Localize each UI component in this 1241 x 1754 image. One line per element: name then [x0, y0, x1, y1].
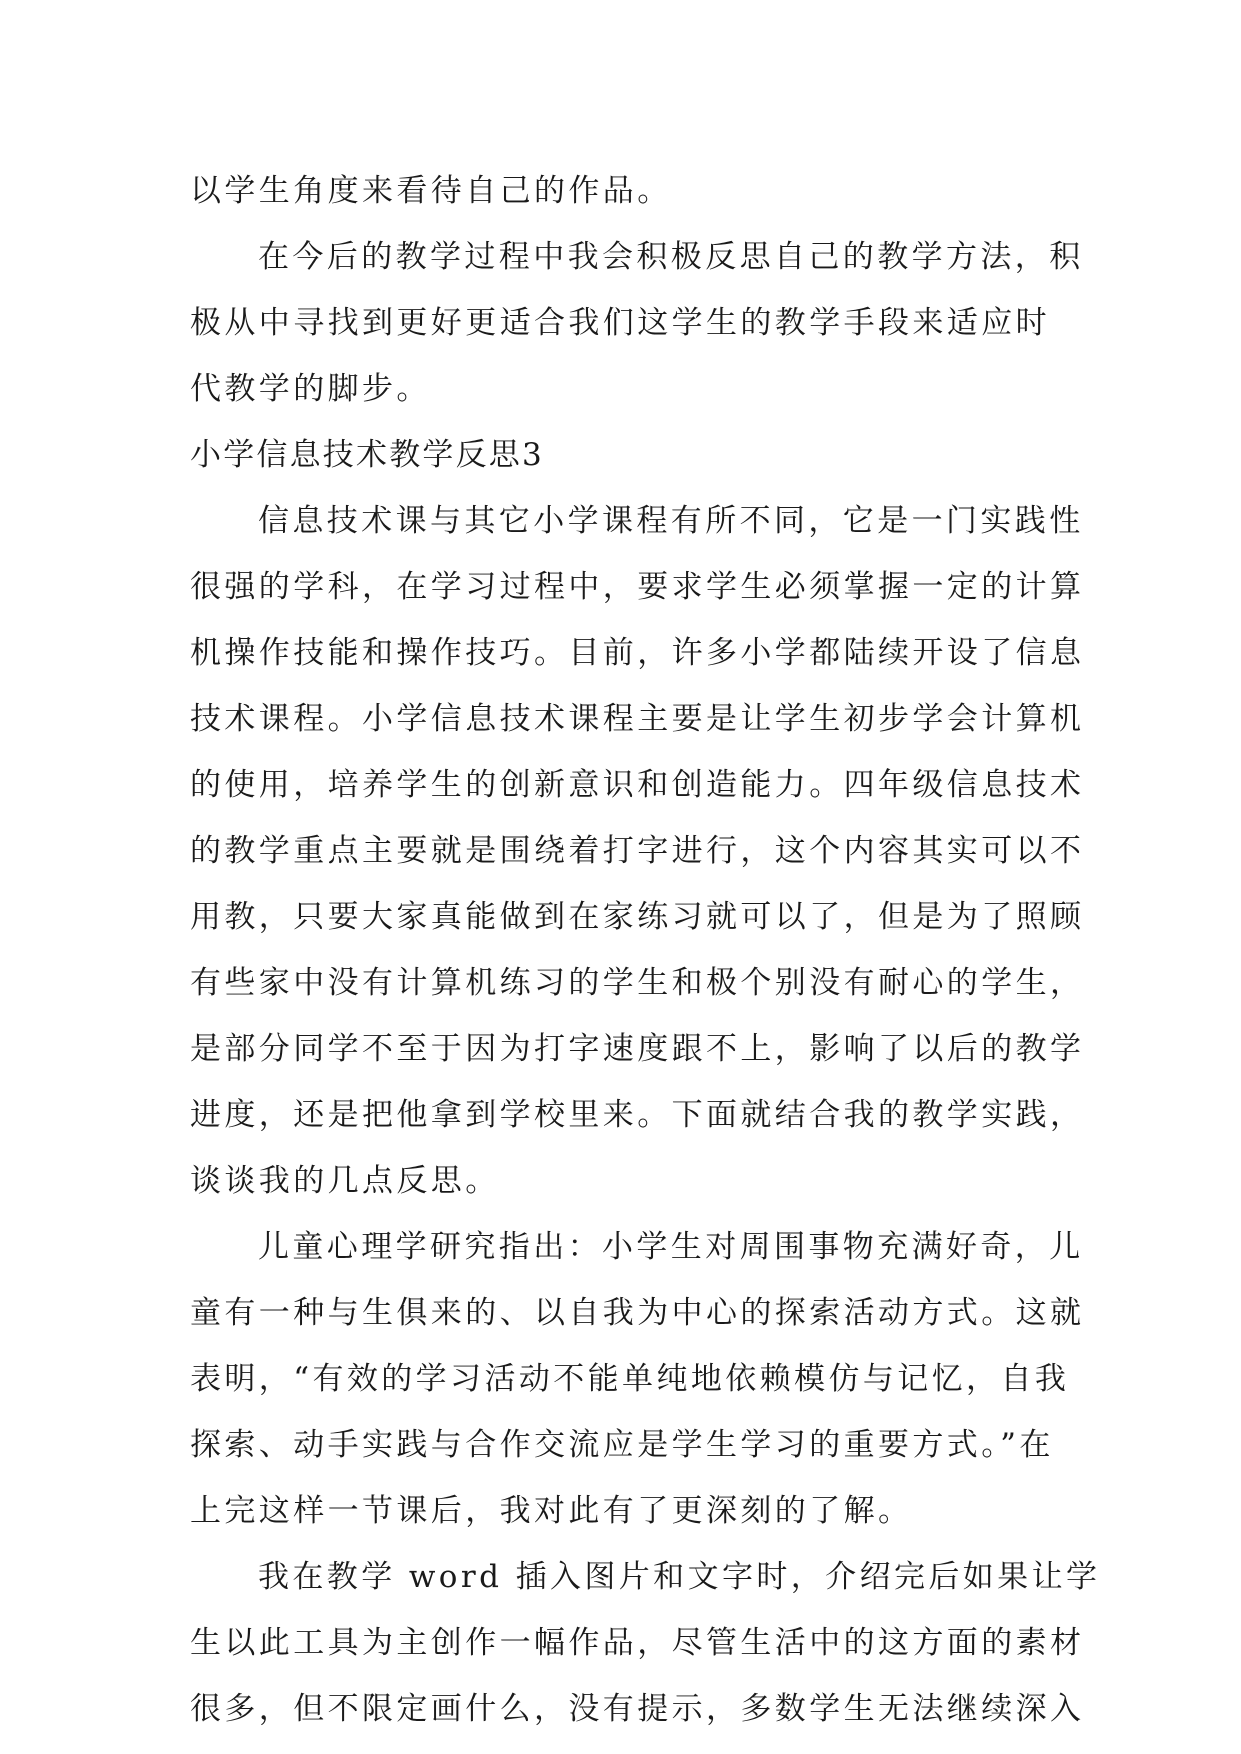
- section-heading: 小学信息技术教学反思3: [190, 437, 544, 473]
- text-line: 谈谈我的几点反思。: [190, 1163, 500, 1199]
- text-line: 以学生角度来看待自己的作品。: [190, 173, 672, 209]
- text-line: 很多，但不限定画什么，没有提示，多数学生无法继续深入: [190, 1691, 1085, 1727]
- text-line: 童有一种与生俱来的、以自我为中心的探索活动方式。这就: [190, 1295, 1085, 1331]
- text-line: 上完这样一节课后，我对此有了更深刻的了解。: [190, 1493, 913, 1529]
- paragraph-start: 儿童心理学研究指出：小学生对周围事物充满好奇，儿: [258, 1229, 1084, 1265]
- text-line: 极从中寻找到更好更适合我们这学生的教学手段来适应时: [190, 305, 1050, 341]
- document-body: [190, 158, 1101, 1742]
- text-line: 机操作技能和操作技巧。目前，许多小学都陆续开设了信息: [190, 635, 1085, 671]
- text-line: 表明，“有效的学习活动不能单纯地依赖模仿与记忆，自我: [190, 1361, 1070, 1397]
- text-line: 生以此工具为主创作一幅作品，尽管生活中的这方面的素材: [190, 1625, 1085, 1661]
- text-line: 探索、动手实践与合作交流应是学生学习的重要方式。”在: [190, 1427, 1054, 1463]
- text-line: 有些家中没有计算机练习的学生和极个别没有耐心的学生，: [190, 965, 1085, 1001]
- paragraph-start: 我在教学 word 插入图片和文字时，介绍完后如果让学: [258, 1559, 1101, 1595]
- text-line: 进度，还是把他拿到学校里来。下面就结合我的教学实践，: [190, 1097, 1085, 1133]
- text-line: 技术课程。小学信息技术课程主要是让学生初步学会计算机: [190, 701, 1085, 737]
- text-line: 的教学重点主要就是围绕着打字进行，这个内容其实可以不: [190, 833, 1085, 869]
- paragraph-start: 信息技术课与其它小学课程有所不同，它是一门实践性: [258, 503, 1084, 539]
- paragraph-start: 在今后的教学过程中我会积极反思自己的教学方法，积: [258, 239, 1084, 275]
- text-line: 很强的学科，在学习过程中，要求学生必须掌握一定的计算: [190, 569, 1085, 605]
- text-line: 是部分同学不至于因为打字速度跟不上，影响了以后的教学: [190, 1031, 1085, 1067]
- text-line: 的使用，培养学生的创新意识和创造能力。四年级信息技术: [190, 767, 1085, 803]
- text-line: 代教学的脚步。: [190, 371, 431, 407]
- text-line: 用教，只要大家真能做到在家练习就可以了，但是为了照顾: [190, 899, 1085, 935]
